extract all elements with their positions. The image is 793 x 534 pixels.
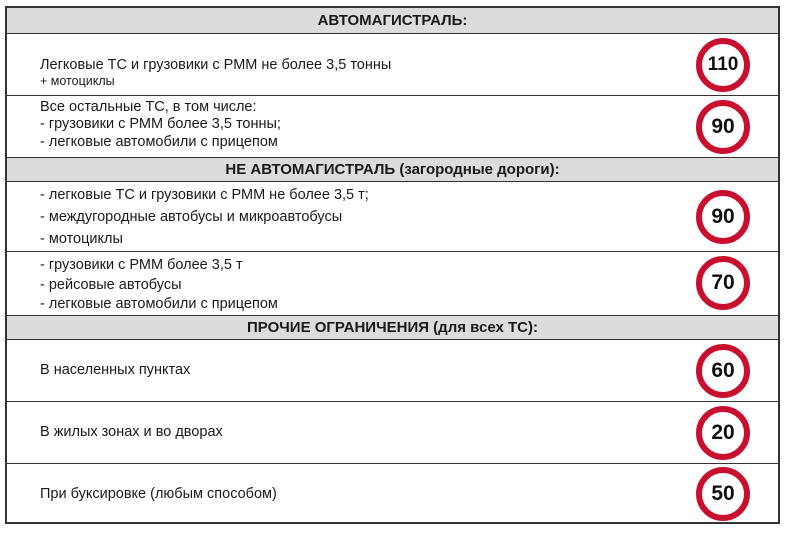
- row-rural-cars: [7, 182, 778, 252]
- section-header-motorway: [7, 8, 778, 34]
- row-line: В жилых зонах и во дворах: [40, 424, 223, 440]
- section-header-rural: [7, 158, 778, 182]
- section-title: АВТОМАГИСТРАЛЬ:: [317, 12, 468, 29]
- row-text: [40, 256, 278, 315]
- speed-limit-sign: [696, 467, 750, 521]
- section-title: ПРОЧИЕ ОГРАНИЧЕНИЯ (для всех ТС):: [247, 319, 538, 336]
- row-text: [40, 184, 369, 250]
- row-line: В населенных пунктах: [40, 362, 191, 378]
- row-line: Все остальные ТС, в том числе:: [40, 99, 257, 115]
- speed-value: 90: [711, 115, 735, 138]
- row-line: - легковые автомобили с прицепом: [40, 296, 278, 312]
- row-other-residential: [7, 402, 778, 464]
- speed-limit-sign: [696, 38, 750, 92]
- speed-limit-sign: [696, 100, 750, 154]
- row-line: - легковые автомобили с прицепом: [40, 133, 278, 150]
- row-text: [40, 486, 277, 503]
- row-other-towing: [7, 464, 778, 522]
- speed-value: 110: [707, 54, 739, 75]
- speed-value: 70: [711, 271, 735, 294]
- speed-value: 90: [711, 205, 735, 228]
- row-line: - грузовики с РММ более 3,5 т: [40, 257, 243, 273]
- speed-limit-sign: [696, 256, 750, 310]
- speed-value: 50: [711, 482, 735, 505]
- row-line: Легковые ТС и грузовики с РММ не более 3,5 тонны: [40, 57, 392, 73]
- row-text: [40, 424, 223, 441]
- speed-limit-sign: [696, 406, 750, 460]
- speed-value: 60: [711, 359, 735, 382]
- section-header-other: [7, 316, 778, 340]
- speed-limit-sign: [696, 190, 750, 244]
- row-line: - междугородные автобусы и микроавтобусы: [40, 209, 343, 225]
- row-line: - рейсовые автобусы: [40, 276, 182, 293]
- speed-limit-sign: [696, 344, 750, 398]
- row-line: - мотоциклы: [40, 231, 123, 247]
- row-text: [40, 362, 190, 379]
- section-title: НЕ АВТОМАГИСТРАЛЬ (загородные дороги):: [225, 161, 560, 178]
- speed-limits-table: [5, 6, 780, 524]
- row-text: [40, 99, 281, 151]
- row-motorway-other: [7, 96, 778, 158]
- row-other-towns: [7, 340, 778, 402]
- speed-value: 20: [711, 421, 735, 444]
- row-line: - грузовики с РММ более 3,5 тонны;: [40, 116, 281, 133]
- row-rural-trucks: [7, 252, 778, 316]
- row-line: - легковые ТС и грузовики с РММ не более 3,5 т;: [40, 187, 369, 203]
- row-motorway-cars: [7, 34, 778, 96]
- row-text: [40, 57, 391, 89]
- row-line: + мотоциклы: [40, 74, 115, 89]
- row-line: При буксировке (любым способом): [40, 486, 277, 502]
